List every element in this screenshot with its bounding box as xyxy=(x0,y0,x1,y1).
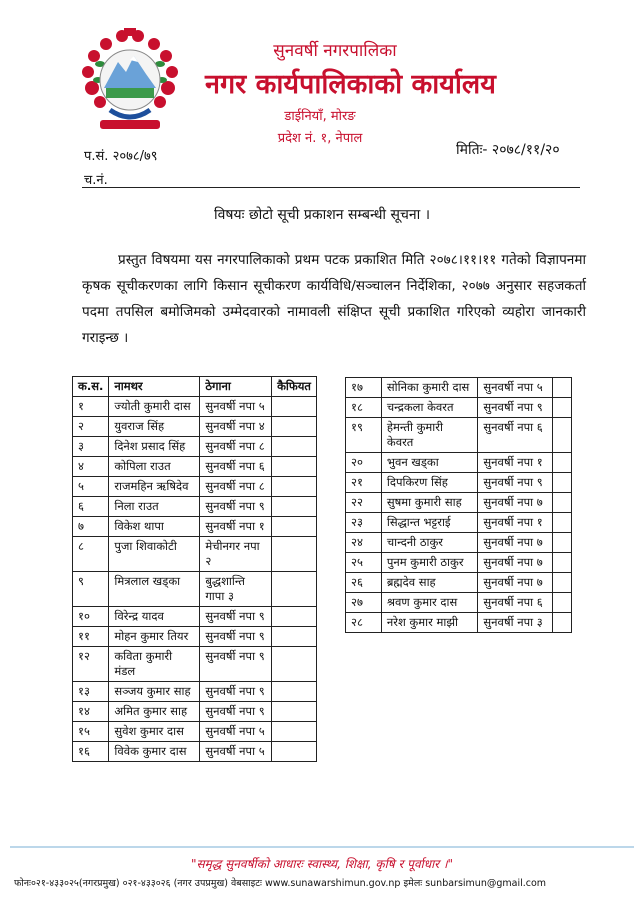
cell-name: विवेक कुमार दास xyxy=(109,742,200,762)
cell-sn: १ xyxy=(73,397,109,417)
cell-name: युवराज सिंह xyxy=(109,417,200,437)
cell-name: सुषमा कुमारी साह xyxy=(381,493,478,513)
cell-sn: १३ xyxy=(73,682,109,702)
table-row xyxy=(73,457,317,477)
cell-remarks xyxy=(272,497,317,517)
table-row xyxy=(346,453,572,473)
cell-name: सिद्धान्त भट्टराई xyxy=(381,513,478,533)
cell-address: सुनवर्षी नपा ९ xyxy=(200,497,272,517)
cell-sn: २ xyxy=(73,417,109,437)
cell-remarks xyxy=(272,457,317,477)
cell-address: सुनवर्षी नपा ९ xyxy=(200,647,272,682)
table-row xyxy=(346,473,572,493)
cell-remarks xyxy=(272,627,317,647)
cell-name: सोनिका कुमारी दास xyxy=(381,378,478,398)
cell-remarks xyxy=(272,572,317,607)
cell-remarks xyxy=(553,453,572,473)
table-row xyxy=(73,722,317,742)
cell-sn: २७ xyxy=(346,593,382,613)
table-row xyxy=(346,513,572,533)
notice-body: प्रस्तुत विषयमा यस नगरपालिकाको प्रथम पटक प्रकाशित मिति २०७८।११।११ गतेको विज्ञापनमा कृषक सूचीकरणका लागि किसान सूचीकरण कार्यविधि/सञ्चालन निर्देशिका, २०७७ अनुसार सहजकर्ता पदमा तपसिल बमोजिमको उम्मेदवारको नामावली संक्षिप्त सूची प्रकाशित गरिएको व्यहोरा जानकारी गराइन्छ । xyxy=(82,252,586,346)
table-row xyxy=(73,397,317,417)
cell-sn: २६ xyxy=(346,573,382,593)
cell-name: मोहन कुमार तियर xyxy=(109,627,200,647)
table-row xyxy=(346,533,572,553)
cell-sn: २२ xyxy=(346,493,382,513)
cell-name: पुनम कुमारी ठाकुर xyxy=(381,553,478,573)
cell-sn: १८ xyxy=(346,398,382,418)
cell-address: सुनवर्षी नपा ५ xyxy=(200,742,272,762)
cell-sn: ११ xyxy=(73,627,109,647)
footer-contact: फोनः०२१-४३३०२५(नगरप्रमुख) ०२१-४३३०२६ (नगर उपप्रमुख) वेबसाइटः www.sunawarshimun.gov.np इमेलः sunbarsimun@gmail.com xyxy=(14,878,547,889)
candidate-table-left xyxy=(72,376,317,762)
footer-divider xyxy=(10,846,634,848)
table-row xyxy=(73,517,317,537)
cell-sn: १० xyxy=(73,607,109,627)
cell-name: दिपकिरण सिंह xyxy=(381,473,478,493)
footer-motto: "समृद्ध सुनवर्षीको आधारः स्वास्थ्य, शिक्षा, कृषि र पूर्वाधार ।" xyxy=(190,857,454,871)
reference-number: प.सं. २०७८/७९ xyxy=(84,149,158,164)
cell-address: सुनवर्षी नपा ९ xyxy=(200,607,272,627)
table-row xyxy=(73,702,317,722)
cell-name: चन्द्रकला केवरत xyxy=(381,398,478,418)
cell-name: ज्योती कुमारी दास xyxy=(109,397,200,417)
office-location: डाईनियाँ, मोरङ xyxy=(284,109,356,124)
cell-remarks xyxy=(272,517,317,537)
letter-date: मितिः- २०७८/११/२० xyxy=(456,142,560,158)
cell-sn: १९ xyxy=(346,418,382,453)
cell-remarks xyxy=(553,378,572,398)
cell-sn: २८ xyxy=(346,613,382,633)
header-remarks: कैफियत xyxy=(272,377,317,397)
table-row xyxy=(73,437,317,457)
table-row xyxy=(346,493,572,513)
cell-remarks xyxy=(553,513,572,533)
cell-remarks xyxy=(553,573,572,593)
cell-sn: ६ xyxy=(73,497,109,517)
cell-sn: १७ xyxy=(346,378,382,398)
cell-name: हेमन्ती कुमारी केवरत xyxy=(381,418,478,453)
header-sn: क.स. xyxy=(73,377,109,397)
cell-remarks xyxy=(553,418,572,453)
table-header-row xyxy=(73,377,317,397)
table-row xyxy=(346,573,572,593)
office-province: प्रदेश नं. १, नेपाल xyxy=(277,131,363,146)
cell-remarks xyxy=(272,437,317,457)
cell-remarks xyxy=(272,682,317,702)
table-row xyxy=(346,613,572,633)
dispatch-number: च.नं. xyxy=(84,173,108,188)
cell-sn: १२ xyxy=(73,647,109,682)
cell-remarks xyxy=(272,397,317,417)
cell-remarks xyxy=(553,533,572,553)
table-row xyxy=(346,398,572,418)
table-row xyxy=(73,607,317,627)
table-row xyxy=(73,477,317,497)
header-name: नामथर xyxy=(109,377,200,397)
cell-remarks xyxy=(272,417,317,437)
nepal-emblem-logo xyxy=(80,28,180,136)
cell-address: सुनवर्षी नपा ७ xyxy=(478,573,553,593)
cell-sn: ९ xyxy=(73,572,109,607)
cell-name: विकेश थापा xyxy=(109,517,200,537)
cell-address: सुनवर्षी नपा ९ xyxy=(478,398,553,418)
cell-sn: २३ xyxy=(346,513,382,533)
subject-line: विषयः छोटो सूची प्रकाशन सम्बन्धी सूचना । xyxy=(213,207,431,223)
cell-remarks xyxy=(553,553,572,573)
cell-address: सुनवर्षी नपा ७ xyxy=(478,493,553,513)
cell-address: सुनवर्षी नपा ६ xyxy=(478,593,553,613)
cell-address: मेचीनगर नपा २ xyxy=(200,537,272,572)
cell-address: सुनवर्षी नपा ७ xyxy=(478,553,553,573)
cell-name: राजमहिन ऋषिदेव xyxy=(109,477,200,497)
cell-remarks xyxy=(553,473,572,493)
cell-name: श्रवण कुमार दास xyxy=(381,593,478,613)
table-row xyxy=(346,418,572,453)
cell-address: सुनवर्षी नपा ९ xyxy=(200,682,272,702)
cell-name: निला राउत xyxy=(109,497,200,517)
cell-remarks xyxy=(553,398,572,418)
candidate-table-right xyxy=(345,377,572,633)
cell-remarks xyxy=(553,593,572,613)
cell-remarks xyxy=(272,607,317,627)
cell-remarks xyxy=(272,722,317,742)
table-row xyxy=(73,537,317,572)
cell-sn: ७ xyxy=(73,517,109,537)
cell-address: सुनवर्षी नपा १ xyxy=(478,453,553,473)
table-row xyxy=(73,497,317,517)
table-row xyxy=(73,417,317,437)
cell-address: सुनवर्षी नपा ६ xyxy=(200,457,272,477)
cell-address: सुनवर्षी नपा ९ xyxy=(200,627,272,647)
cell-address: सुनवर्षी नपा १ xyxy=(478,513,553,533)
cell-sn: १५ xyxy=(73,722,109,742)
table-row xyxy=(73,572,317,607)
cell-name: भुवन खड्का xyxy=(381,453,478,473)
cell-address: सुनवर्षी नपा ७ xyxy=(478,533,553,553)
cell-sn: १६ xyxy=(73,742,109,762)
cell-address: बुद्धशान्ति गापा ३ xyxy=(200,572,272,607)
cell-name: सञ्जय कुमार साह xyxy=(109,682,200,702)
cell-sn: ३ xyxy=(73,437,109,457)
cell-sn: २५ xyxy=(346,553,382,573)
cell-name: कविता कुमारी मंडल xyxy=(109,647,200,682)
header-address: ठेगाना xyxy=(200,377,272,397)
cell-remarks xyxy=(272,537,317,572)
cell-address: सुनवर्षी नपा ५ xyxy=(478,378,553,398)
cell-address: सुनवर्षी नपा ४ xyxy=(200,417,272,437)
cell-address: सुनवर्षी नपा ८ xyxy=(200,477,272,497)
table-row xyxy=(73,682,317,702)
municipality-name: सुनवर्षी नगरपालिका xyxy=(273,41,397,61)
cell-name: पुजा शिवाकोटी xyxy=(109,537,200,572)
cell-sn: २४ xyxy=(346,533,382,553)
cell-remarks xyxy=(553,493,572,513)
cell-remarks xyxy=(272,742,317,762)
cell-name: ब्रह्मदेव साह xyxy=(381,573,478,593)
cell-sn: ४ xyxy=(73,457,109,477)
cell-name: चान्दनी ठाकुर xyxy=(381,533,478,553)
cell-remarks xyxy=(272,477,317,497)
cell-address: सुनवर्षी नपा ९ xyxy=(200,702,272,722)
cell-address: सुनवर्षी नपा ८ xyxy=(200,437,272,457)
table-row xyxy=(346,593,572,613)
cell-sn: ८ xyxy=(73,537,109,572)
cell-address: सुनवर्षी नपा ९ xyxy=(478,473,553,493)
cell-address: सुनवर्षी नपा ३ xyxy=(478,613,553,633)
cell-address: सुनवर्षी नपा ५ xyxy=(200,722,272,742)
cell-name: सुवेश कुमार दास xyxy=(109,722,200,742)
cell-address: सुनवर्षी नपा ५ xyxy=(200,397,272,417)
table-row xyxy=(73,627,317,647)
cell-name: दिनेश प्रसाद सिंह xyxy=(109,437,200,457)
cell-sn: १४ xyxy=(73,702,109,722)
cell-sn: २१ xyxy=(346,473,382,493)
cell-name: अमित कुमार साह xyxy=(109,702,200,722)
cell-name: नरेश कुमार माझी xyxy=(381,613,478,633)
cell-remarks xyxy=(272,647,317,682)
table-row xyxy=(73,742,317,762)
header-divider xyxy=(82,187,580,188)
table-row xyxy=(346,378,572,398)
cell-name: मित्रलाल खड्का xyxy=(109,572,200,607)
cell-sn: ५ xyxy=(73,477,109,497)
cell-address: सुनवर्षी नपा १ xyxy=(200,517,272,537)
cell-name: कोपिला राउत xyxy=(109,457,200,477)
cell-sn: २० xyxy=(346,453,382,473)
cell-name: विरेन्द्र यादव xyxy=(109,607,200,627)
office-title: नगर कार्यपालिकाको कार्यालय xyxy=(205,69,496,100)
table-row xyxy=(73,647,317,682)
table-row xyxy=(346,553,572,573)
cell-remarks xyxy=(272,702,317,722)
cell-remarks xyxy=(553,613,572,633)
cell-address: सुनवर्षी नपा ६ xyxy=(478,418,553,453)
